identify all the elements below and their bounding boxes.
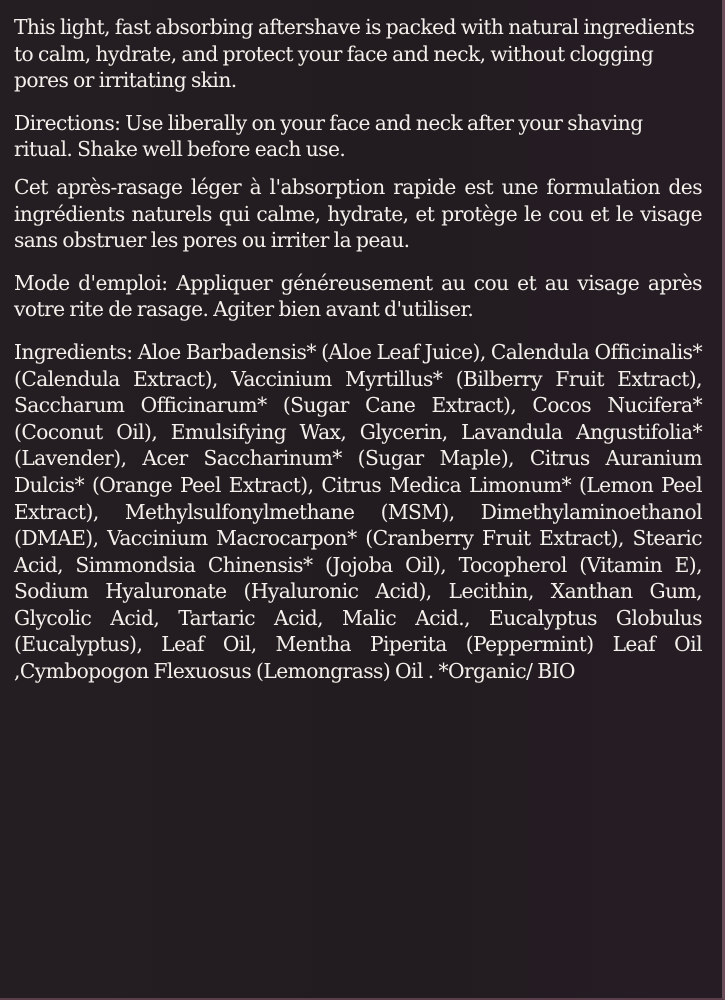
spacer: [14, 94, 702, 110]
spacer: [14, 323, 702, 339]
spacer: [14, 254, 702, 270]
description-english: This light, fast absorbing aftershave is packed with natural ingredients to calm, hydrate, and protect your face and neck, without clogging pores or irritating skin.: [14, 15, 695, 93]
ingredients-list: Ingredients: Aloe Barbadensis* (Aloe Leaf Juice), Calendula Officinalis* (Calendula Extract), Vaccinium Myrtillus* (Bilberry Fruit Extract), Saccharum Officinarum* (Sugar Cane Extract), Cocos Nucifera* (Coconut Oil), Emulsifying Wax, Glycerin, Lavandula Angustifolia* (Lavender), Acer Saccharinum* (Sugar Maple), Citrus Auranium Dulcis* (Orange Peel Extract), Citrus Medica Limonum* (Lemon Peel Extract), Methylsulfonylmethane (MSM), Dimethylaminoethanol (DMAE), Vaccinium Macrocarpon* (Cranberry Fruit Extract), Stearic Acid, Simmondsia Chinensis* (Jojoba Oil), Tocopherol (Vitamin E), Sodium Hyaluronate (Hyaluronic Acid), Lecithin, Xanthan Gum, Glycolic Acid, Tartaric Acid, Malic Acid., Eucalyptus Globulus (Eucalyptus), Leaf Oil, Mentha Piperita (Peppermint) Leaf Oil ,Cymbopogon Flexuosus (Lemongrass) Oil . *Organic/ BIO: [14, 339, 702, 684]
spacer: [14, 163, 702, 174]
label-text-block: [14, 14, 702, 685]
directions-english: Directions: Use liberally on your face and neck after your shaving ritual. Shake well before each use.: [14, 110, 643, 162]
directions-french: Mode d'emploi: Appliquer généreusement au cou et au visage après votre rite de rasage. Agiter bien avant d'utiliser.: [14, 270, 702, 322]
description-french: Cet après-rasage léger à l'absorption rapide est une formulation des ingrédients naturels qui calme, hydrate, et protège le cou et le visage sans obstruer les pores ou irriter la peau.: [14, 174, 702, 253]
